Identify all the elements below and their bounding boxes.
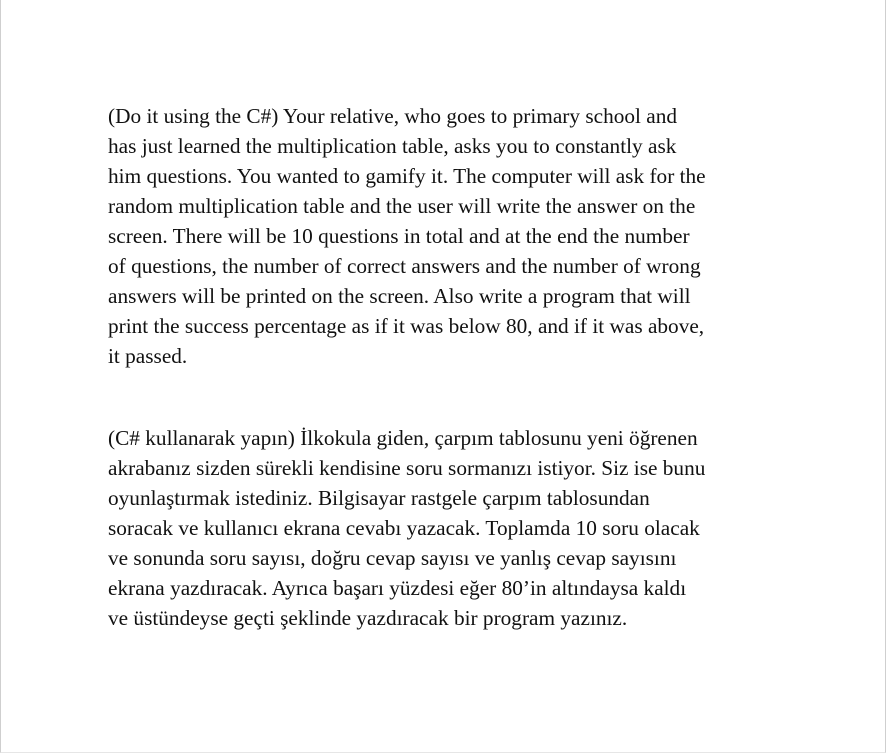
paragraph-line: ve sonunda soru sayısı, doğru cevap sayısı ve yanlış cevap sayısını [108,546,677,570]
paragraph-line: it passed. [108,344,188,368]
paragraph-line: soracak ve kullanıcı ekrana cevabı yazacak. Toplamda 10 soru olacak [108,516,700,540]
paragraph-line: (Do it using the C#) Your relative, who goes to primary school and [108,104,678,128]
paragraph-line: (C# kullanarak yapın) İlkokula giden, çarpım tablosunu yeni öğrenen [108,426,698,450]
paragraph-line: has just learned the multiplication table, asks you to constantly ask [108,134,677,158]
paragraph-line: random multiplication table and the user will write the answer on the [108,194,696,218]
paragraph-line: of questions, the number of correct answers and the number of wrong [108,254,701,278]
paragraph-line: ekrana yazdıracak. Ayrıca başarı yüzdesi eğer 80’in altındaysa kaldı [108,576,687,600]
english-assignment-paragraph [108,101,808,371]
paragraph-line: ve üstündeyse geçti şeklinde yazdıracak bir program yazınız. [108,606,628,630]
paragraph-line: print the success percentage as if it was below 80, and if it was above, [108,314,705,338]
paragraph-line: him questions. You wanted to gamify it. The computer will ask for the [108,164,706,188]
paragraph-line: oyunlaştırmak istediniz. Bilgisayar rastgele çarpım tablosundan [108,486,650,510]
paragraph-line: answers will be printed on the screen. Also write a program that will [108,284,691,308]
paragraph-line: screen. There will be 10 questions in total and at the end the number [108,224,690,248]
turkish-assignment-paragraph [108,423,808,633]
paragraph-line: akrabanız sizden sürekli kendisine soru sormanızı istiyor. Siz ise bunu [108,456,706,480]
